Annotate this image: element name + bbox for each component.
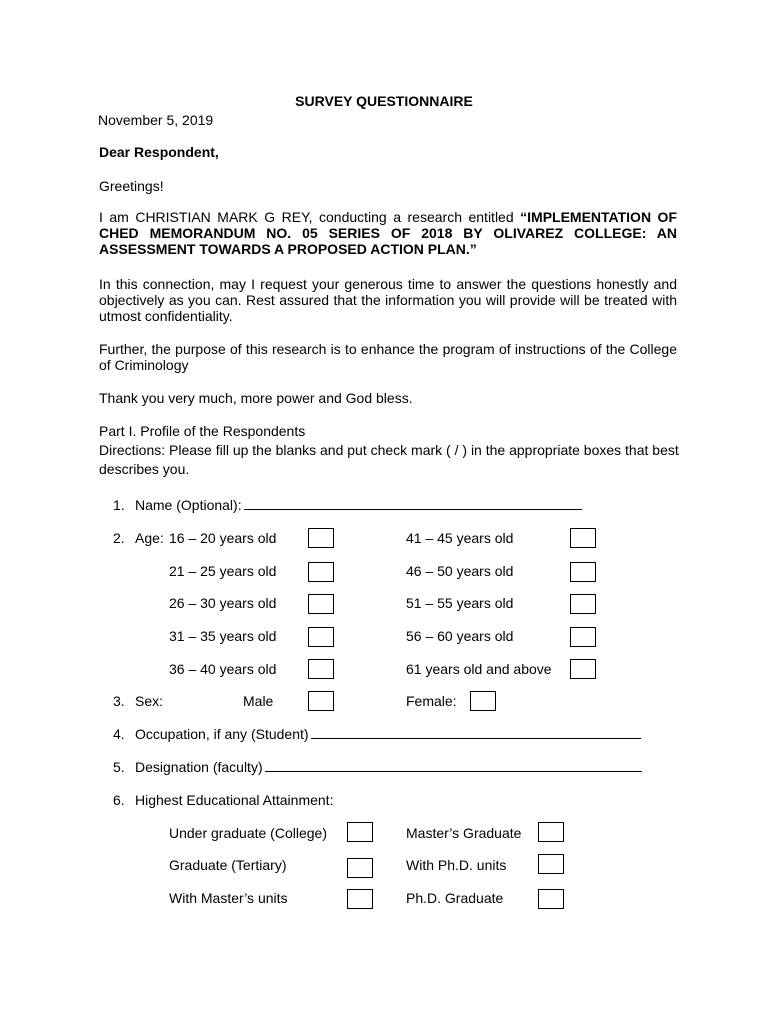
education-option-phd-units: With Ph.D. units	[406, 857, 507, 873]
directions: Directions: Please fill up the blanks and put check mark ( / ) in the appropriate boxes that best describes you.	[99, 442, 679, 477]
age-16-20-checkbox[interactable]	[308, 528, 334, 548]
connection-paragraph: In this connection, may I request your generous time to answer the questions honestly and objectively as you can. Rest assured that the information you will provide will be treated with utmost confidentiality.	[99, 276, 677, 324]
item-number-2: 2.	[113, 530, 125, 546]
masters-graduate-checkbox[interactable]	[538, 822, 564, 842]
intro-paragraph	[99, 209, 677, 257]
age-option-36-40: 36 – 40 years old	[169, 661, 277, 677]
phd-units-checkbox[interactable]	[538, 854, 564, 874]
name-field[interactable]	[244, 497, 582, 513]
occupation-label: Occupation, if any (Student)	[135, 726, 309, 742]
age-56-60-checkbox[interactable]	[570, 627, 596, 647]
undergraduate-checkbox[interactable]	[347, 822, 373, 842]
age-option-21-25: 21 – 25 years old	[169, 563, 277, 579]
age-36-40-checkbox[interactable]	[308, 659, 334, 679]
intro-text: I am CHRISTIAN MARK G REY, conducting a research entitled	[99, 209, 521, 225]
research-title: “IMPLEMENTATION OF CHED MEMORANDUM NO. 05 SERIES OF 2018 BY OLIVAREZ COLLEGE: AN ASSESSMENT TOWARDS A PROPOSED ACTION PLAN.”	[99, 209, 677, 257]
age-46-50-checkbox[interactable]	[570, 562, 596, 582]
age-option-46-50: 46 – 50 years old	[406, 563, 514, 579]
age-option-51-55: 51 – 55 years old	[406, 595, 514, 611]
item-number-4: 4.	[113, 726, 125, 742]
designation-field[interactable]	[265, 759, 642, 775]
item-number-6: 6.	[113, 792, 125, 808]
age-61-above-checkbox[interactable]	[570, 659, 596, 679]
age-option-61-above: 61 years old and above	[406, 661, 552, 677]
male-checkbox[interactable]	[308, 691, 334, 711]
education-label: Highest Educational Attainment:	[135, 792, 334, 808]
name-label: Name (Optional):	[135, 497, 242, 513]
salutation: Dear Respondent,	[99, 144, 219, 160]
age-31-35-checkbox[interactable]	[308, 627, 334, 647]
female-checkbox[interactable]	[470, 691, 496, 711]
age-21-25-checkbox[interactable]	[308, 562, 334, 582]
greeting: Greetings!	[99, 178, 164, 194]
education-option-phd-graduate: Ph.D. Graduate	[406, 890, 504, 906]
education-option-graduate: Graduate (Tertiary)	[169, 857, 287, 873]
page-title: SURVEY QUESTIONNAIRE	[295, 93, 473, 109]
sex-option-male: Male	[243, 693, 274, 709]
masters-units-checkbox[interactable]	[347, 889, 373, 909]
age-option-26-30: 26 – 30 years old	[169, 595, 277, 611]
item-number-1: 1.	[113, 497, 125, 513]
item-number-3: 3.	[113, 693, 125, 709]
age-26-30-checkbox[interactable]	[308, 594, 334, 614]
sex-option-female: Female:	[406, 693, 457, 709]
phd-graduate-checkbox[interactable]	[538, 889, 564, 909]
education-option-masters-graduate: Master’s Graduate	[406, 825, 522, 841]
occupation-field[interactable]	[311, 726, 641, 742]
sex-label: Sex:	[135, 693, 164, 709]
designation-label: Designation (faculty)	[135, 759, 263, 775]
age-option-31-35: 31 – 35 years old	[169, 628, 277, 644]
graduate-checkbox[interactable]	[347, 858, 373, 878]
age-option-16-20: 16 – 20 years old	[169, 530, 277, 546]
letter-date: November 5, 2019	[98, 112, 214, 128]
thanks-line: Thank you very much, more power and God bless.	[99, 390, 413, 406]
education-option-masters-units: With Master’s units	[169, 890, 288, 906]
age-option-56-60: 56 – 60 years old	[406, 628, 514, 644]
age-41-45-checkbox[interactable]	[570, 528, 596, 548]
age-51-55-checkbox[interactable]	[570, 594, 596, 614]
part-title: Part I. Profile of the Respondents	[99, 423, 306, 439]
purpose-paragraph: Further, the purpose of this research is to enhance the program of instructions of the College of Criminology	[99, 341, 677, 373]
education-option-undergraduate: Under graduate (College)	[169, 825, 327, 841]
age-option-41-45: 41 – 45 years old	[406, 530, 514, 546]
age-label: Age:	[135, 530, 164, 546]
item-number-5: 5.	[113, 759, 125, 775]
